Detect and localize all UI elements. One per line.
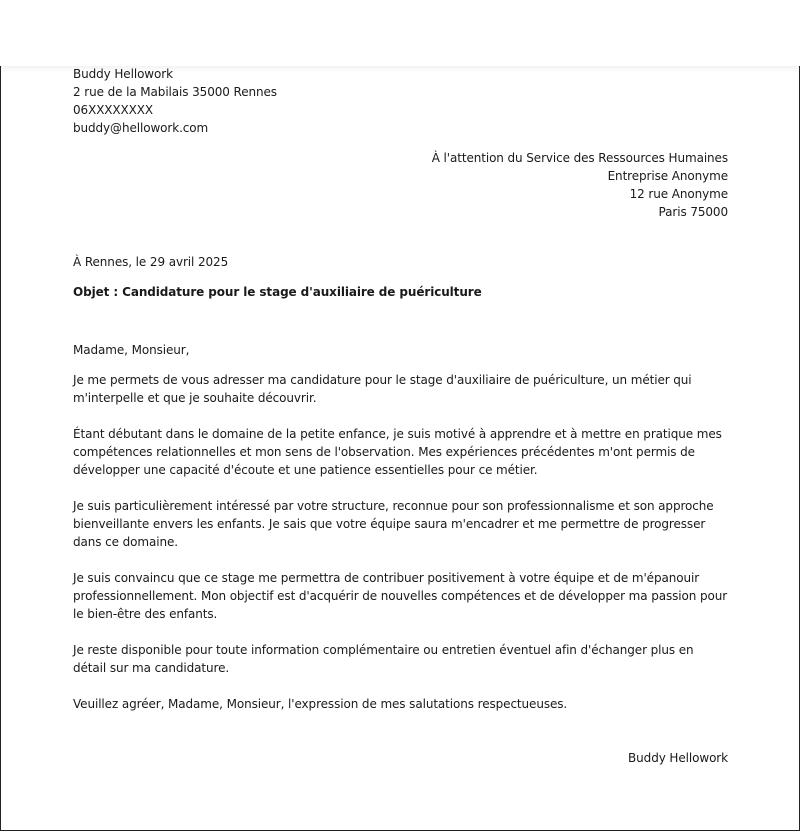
letter-subject: Objet : Candidature pour le stage d'auxiliaire de puériculture xyxy=(73,285,482,299)
letter-page xyxy=(0,66,800,831)
recipient-company: Entreprise Anonyme xyxy=(607,169,728,183)
body-paragraph-1: Je me permets de vous adresser ma candidature pour le stage d'auxiliaire de puériculture, un métier qui m'interpelle et que je souhaite découvrir. xyxy=(73,373,692,405)
sender-phone: 06XXXXXXXX xyxy=(73,103,154,117)
body-paragraph-3: Je suis particulièrement intéressé par votre structure, reconnue pour son professionnalisme et son approche bienveillante envers les enfants. Je sais que votre équipe saura m'encadrer et me permettre de progresser dans ce domaine. xyxy=(73,499,714,549)
sender-name: Buddy Hellowork xyxy=(73,67,173,81)
sender-block xyxy=(73,65,728,137)
recipient-block xyxy=(73,149,728,221)
recipient-attention: À l'attention du Service des Ressources Humaines xyxy=(431,151,728,165)
letter-signature: Buddy Hellowork xyxy=(628,751,728,765)
letter-greeting: Madame, Monsieur, xyxy=(73,343,190,357)
top-bar xyxy=(0,0,800,66)
body-paragraph-5: Je reste disponible pour toute information complémentaire ou entretien éventuel afin d'échanger plus en détail sur ma candidature. xyxy=(73,643,694,675)
recipient-city: Paris 75000 xyxy=(658,205,728,219)
letter-closing: Veuillez agréer, Madame, Monsieur, l'expression de mes salutations respectueuses. xyxy=(73,697,568,711)
body-paragraph-2: Étant débutant dans le domaine de la petite enfance, je suis motivé à apprendre et à mettre en pratique mes compétences relationnelles et mon sens de l'observation. Mes expériences précédentes m'ont permis de développer une capacité d'écoute et une patience essentielles pour ce métier. xyxy=(73,427,722,477)
sender-email: buddy@hellowork.com xyxy=(73,121,209,135)
recipient-street: 12 rue Anonyme xyxy=(629,187,728,201)
place-date: À Rennes, le 29 avril 2025 xyxy=(73,255,229,269)
body-paragraph-4: Je suis convaincu que ce stage me permettra de contribuer positivement à votre équipe et de m'épanouir professionnellement. Mon objectif est d'acquérir de nouvelles compétences et de développer ma passion pour le bien-être des enfants. xyxy=(73,571,728,621)
sender-address: 2 rue de la Mabilais 35000 Rennes xyxy=(73,85,277,99)
